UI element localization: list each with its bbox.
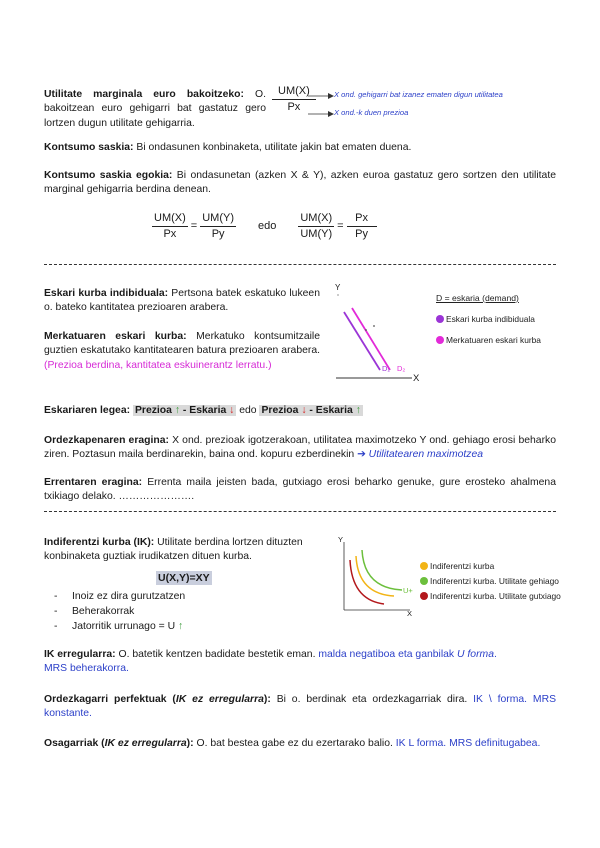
substitution-arrow-icon: ➔ [357,449,366,461]
property-item: - Beherakorrak [44,605,304,620]
indifference-graph [336,536,418,618]
indifference-properties [44,590,304,635]
demand-legend [436,292,541,355]
regular-ik-mrs: MRS beherakorra. [44,663,129,675]
f1-right-num: UM(Y) [200,211,236,227]
f2-right-num: Px [347,211,377,227]
f2-right-den: Py [355,228,368,241]
complements-text: O. bat bestea gabe ez du ezertarako balio. [193,738,396,749]
ik-legend [420,560,561,605]
demand-law [44,404,556,418]
demand-law-or: edo [239,405,257,416]
complements [44,737,556,751]
demand-curve-graph [332,282,424,384]
substitution-link: Utilitatearen maximotzea [365,449,484,461]
optimal-formula [152,211,377,242]
regular-ik-blue-c: . [493,649,497,660]
individual-demand [44,287,320,316]
perfect-substitutes-term: Ordezkagarri perfektuak (IK ez erregularra): [44,694,271,705]
demand-curve-label-1: D₁ [382,364,390,373]
perfect-substitutes [44,693,556,722]
legend-item [420,590,561,603]
individual-demand-line [344,312,380,370]
optimal-basket-term: Kontsumo saskia egokia: [44,170,173,181]
up-arrow-icon: ↑ [177,621,184,632]
regular-ik-blue-b: U forma [457,649,494,660]
consumption-basket-term: Kontsumo saskia: [44,142,134,153]
legend-dot-icon [420,562,428,570]
demand-law-part2: Prezioa ↓ - Eskaria ↑ [261,405,361,416]
marginal-formula-denominator: Px [287,101,301,114]
individual-demand-text: Pertsona batek eskatuko lukeen o. bateko kantitatea prezioaren arabera. [44,288,320,314]
consumption-basket [44,141,556,155]
ik-u-label: U+ [403,586,413,595]
income-term: Errentaren eragina: [44,477,143,488]
indifference-text: Utilitate berdina lortzen dituzten konbinaketa guztiak irudikatzen dituen kurba. [44,537,303,563]
f2-left-num: UM(X) [298,211,334,227]
complements-blue: IK L forma. MRS definitugabea. [395,738,541,749]
legend-dot-icon [420,592,428,600]
market-demand-line [352,308,390,370]
legend-label: Indiferentzi kurba. Utilitate gehiago [430,576,559,586]
legend-label: Indiferentzi kurba. Utilitate gutxiago [430,591,561,601]
perfect-substitutes-text: Bi o. berdinak eta ordezkagarriak dira. [270,694,474,705]
substitution-effect [44,434,556,463]
f1-left-num: UM(X) [152,211,188,227]
individual-demand-term: Eskari kurba indibiduala: [44,288,169,299]
consumption-basket-text: Bi ondasunen konbinaketa, utilitate jakin bat ematen duena. [133,142,412,153]
marginal-numerator-note: X ond. gehigarri bat izanez ematen digun utilitatea [334,90,503,99]
marginal-utility-section [44,88,266,131]
property-item: - Jatorritik urrunago = U ↑ [44,620,304,635]
market-demand-term: Merkatuaren eskari kurba: [44,331,187,342]
regular-ik [44,648,556,677]
substitution-text: X ond. prezioak igotzerakoan, utilitatea maximotzeko Y ond. gehiago erosi beharko ziren. Poztasun maila berdinarekin, baina ond. kopuru ezberdinekin [44,435,556,461]
legend-item [420,560,561,573]
marginal-denominator-note: X ond.-k duen prezioa [334,108,409,117]
market-demand-note: (Prezioa berdina, kantitatea eskuinerantz lerratu.) [44,359,272,371]
demand-curve-label-2: D₂ [397,364,406,373]
ik-curve-base [356,556,394,596]
legend-label: Indiferentzi kurba [430,561,495,571]
ik-curve-less [350,560,384,604]
f1-right-den: Py [211,228,225,241]
marginal-formula-numerator: UM(X) [272,84,316,100]
indifference-curve [44,536,326,565]
f2-left-den: UM(Y) [300,228,333,241]
income-effect [44,476,556,505]
demand-law-part1: Prezioa ↑ - Eskaria ↓ [134,405,235,416]
demand-legend-items [436,313,541,347]
legend-item [420,575,561,588]
legend-dot-icon [420,577,428,585]
or-word: edo [258,220,277,233]
perfect-substitutes-blue: IK \ forma. MRS konstante. [44,694,557,720]
f1-left-den: Px [163,228,177,241]
section-divider-1 [44,264,556,265]
equals-sign: = [190,220,198,233]
regular-ik-blue-a: malda negatiboa eta ganbilak [318,649,458,660]
marginal-utility-term: Utilitate marginala euro bakoitzeko: [44,89,244,100]
indifference-formula: U(X,Y)=XY [158,572,210,584]
ik-curve-more [362,550,402,590]
legend-label: Merkatuaren eskari kurba [446,335,541,345]
property-item: - Inoiz ez dira gurutzatzen [44,590,304,605]
ik-y-label: Y [338,535,344,544]
demand-law-term: Eskariaren legea: [44,405,131,416]
legend-dot-icon [436,315,444,323]
market-demand-text: Merkatuko kontsumitzaile guztien eskatutako kantitatearen batura prezioaren arabera. [44,331,320,357]
legend-label: Eskari kurba indibiduala [446,314,535,324]
demand-x-label: X [413,373,420,384]
market-demand [44,330,320,373]
demand-y-label: Y [335,283,341,292]
demand-legend-title: D = eskaria (demand) [436,293,519,303]
legend-dot-icon [436,336,444,344]
marginal-arrows [308,88,334,122]
complements-term: Osagarriak (IK ez erregularra): [44,738,194,749]
regular-ik-text: O. batetik kentzen badidate bestetik eman. [115,649,319,660]
substitution-term: Ordezkapenaren eragina: [44,435,169,446]
equals-sign-2: = [337,220,344,233]
income-text: Errenta maila jeisten bada, gutxiago erosi beharko genuke, gure erosteko ahalmena txikiago delako. …………………. [44,477,556,503]
indifference-term: Indiferentzi kurba (IK): [44,537,155,548]
legend-item [436,334,541,347]
section-divider-2 [44,511,556,512]
legend-item [436,313,541,326]
optimal-basket [44,169,556,198]
ik-x-label: X [407,609,413,618]
optimal-basket-text: Bi ondasunetan (azken X & Y), azken euroa gastatuz gero sortzen den utilitate marginal gehigarria berdina denean. [44,170,556,196]
marginal-utility-text: O. bakoitzean euro gehigarri bat gastatuz gero lortzen dugun utilitate gehigarria. [44,89,266,129]
regular-ik-term: IK erregularra: [44,649,116,660]
